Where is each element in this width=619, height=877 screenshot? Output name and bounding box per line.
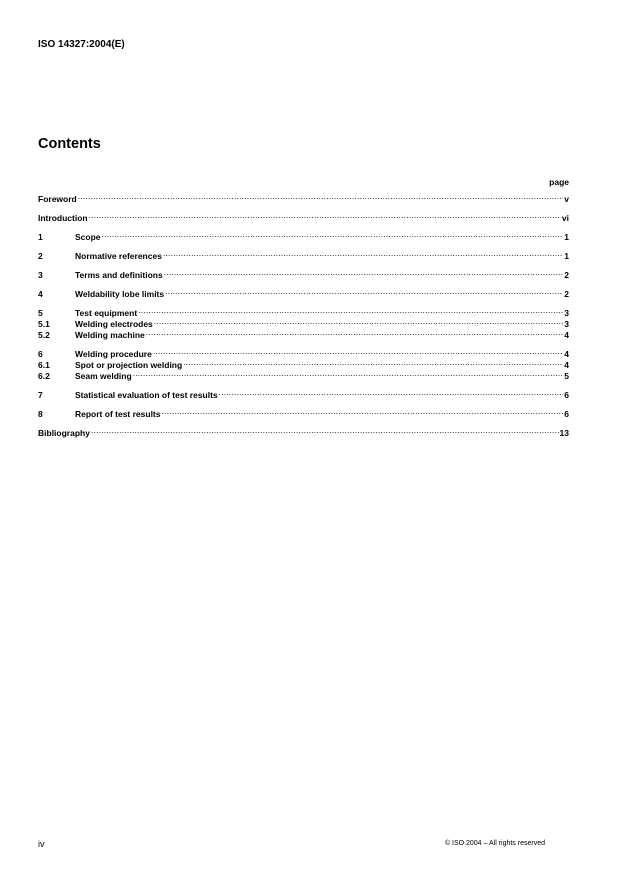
toc-number: 4	[38, 289, 43, 299]
toc-title: Normative references	[75, 251, 162, 261]
toc-title: Welding electrodes	[75, 319, 153, 329]
toc-title: Test equipment	[75, 308, 138, 318]
toc-title: Welding procedure	[75, 349, 152, 359]
toc-entry-statistical-evaluation[interactable]	[38, 387, 569, 398]
toc-leader	[163, 248, 563, 259]
toc-title: Scope	[75, 232, 101, 242]
footer-page-number: iv	[38, 839, 45, 849]
toc-number: 6.2	[38, 371, 50, 381]
toc-page: 4	[564, 330, 569, 340]
toc-leader	[154, 316, 563, 327]
toc-entry-report-of-test-results[interactable]	[38, 406, 569, 417]
toc-leader	[162, 406, 564, 417]
footer-copyright: © ISO 2004 – All rights reserved	[444, 840, 545, 847]
toc-number: 8	[38, 409, 43, 419]
toc-page: 4	[564, 360, 569, 370]
toc-leader	[183, 357, 563, 368]
toc-page: vi	[561, 213, 569, 223]
toc-title: Introduction	[38, 213, 88, 223]
toc-title: Spot or projection welding	[75, 360, 183, 370]
toc-title: Welding machine	[75, 330, 145, 340]
toc-entry-terms-and-definitions[interactable]	[38, 267, 569, 278]
toc-title: Foreword	[38, 194, 77, 204]
page-column-label: page	[549, 177, 569, 187]
toc-number: 1	[38, 232, 43, 242]
toc-page: 6	[564, 409, 569, 419]
toc-number: 6	[38, 349, 43, 359]
toc-page: 2	[564, 270, 569, 280]
toc-entry-normative-references[interactable]	[38, 248, 569, 259]
toc-entry-foreword[interactable]	[38, 191, 569, 202]
toc-number: 5	[38, 308, 43, 318]
toc-leader	[78, 191, 564, 202]
toc-number: 6.1	[38, 360, 50, 370]
toc-entry-weldability-lobe-limits[interactable]	[38, 286, 569, 297]
toc-leader	[146, 327, 564, 338]
toc-leader	[138, 305, 563, 316]
toc-entry-test-equipment[interactable]	[38, 305, 569, 316]
toc-leader	[89, 210, 561, 221]
toc-number: 2	[38, 251, 43, 261]
toc-page: 5	[564, 371, 569, 381]
toc-title: Weldability lobe limits	[75, 289, 165, 299]
toc-page: 3	[564, 319, 569, 329]
toc-leader	[153, 346, 563, 357]
toc-title: Statistical evaluation of test results	[75, 390, 218, 400]
toc-leader	[219, 387, 564, 398]
toc-page: 6	[564, 390, 569, 400]
toc-page: 13	[559, 428, 569, 438]
toc-entry-welding-machine[interactable]	[38, 327, 569, 338]
toc-page: 3	[564, 308, 569, 318]
toc-page: 1	[564, 232, 569, 242]
toc-title: Terms and definitions	[75, 270, 163, 280]
toc-entry-bibliography[interactable]	[38, 425, 569, 436]
toc-entry-welding-electrodes[interactable]	[38, 316, 569, 327]
toc-entry-welding-procedure[interactable]	[38, 346, 569, 357]
toc-leader	[165, 286, 563, 297]
toc-page: 1	[564, 251, 569, 261]
toc-entry-spot-or-projection-welding[interactable]	[38, 357, 569, 368]
toc-leader	[91, 425, 559, 436]
toc-title: Bibliography	[38, 428, 90, 438]
toc-number: 3	[38, 270, 43, 280]
toc-entry-introduction[interactable]	[38, 210, 569, 221]
toc-entry-seam-welding[interactable]	[38, 368, 569, 379]
toc-title: Seam welding	[75, 371, 132, 381]
document-id: ISO 14327:2004(E)	[38, 39, 125, 50]
toc-entry-scope[interactable]	[38, 229, 569, 240]
toc-number: 5.2	[38, 330, 50, 340]
toc-page: v	[564, 194, 569, 204]
toc-number: 7	[38, 390, 43, 400]
table-of-contents	[38, 191, 569, 436]
toc-leader	[102, 229, 564, 240]
toc-title: Report of test results	[75, 409, 161, 419]
toc-page: 2	[564, 289, 569, 299]
page-title: Contents	[38, 136, 101, 152]
toc-leader	[133, 368, 564, 379]
toc-page: 4	[564, 349, 569, 359]
toc-leader	[164, 267, 564, 278]
toc-number: 5.1	[38, 319, 50, 329]
